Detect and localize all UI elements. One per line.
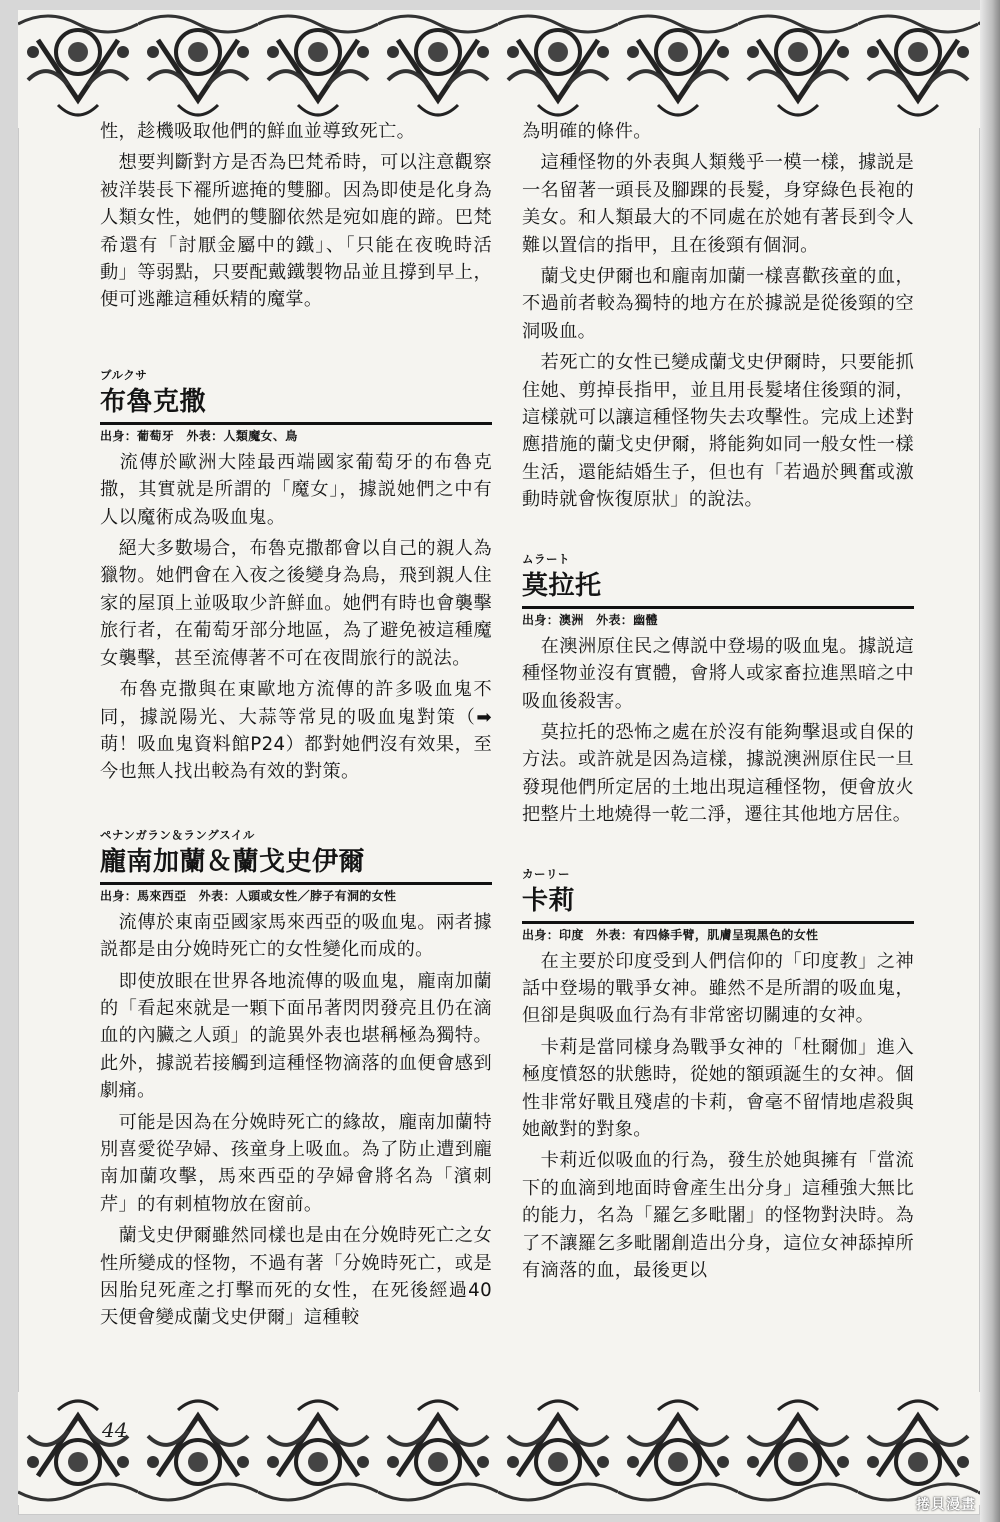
paragraph: 蘭戈史伊爾也和龐南加蘭一樣喜歡孩童的血，不過前者較為獨特的地方在於據説是從後頸的空洞吸血。	[522, 266, 914, 342]
paragraph: 卡莉近似吸血的行為，發生於她與擁有「當流下的血滴到地面時會產生出分身」這種強大無比的能力，名為「羅乞多毗闍」的怪物對決時。為了不讓羅乞多毗闍創造出分身，這位女神舔掉所有滴落的血，最後更以	[522, 1150, 914, 1281]
bottom-lace-border	[18, 1392, 980, 1505]
paragraph: 卡莉是當同樣身為戰爭女神的「杜爾伽」進入極度憤怒的狀態時，從她的額頭誕生的女神。個性非常好戰且殘虐的卡莉，會毫不留情地虐殺與她敵對的對象。	[522, 1036, 914, 1140]
paragraph: 在主要於印度受到人們信仰的「印度教」之神話中登場的戰爭女神。雖然不是所謂的吸血鬼，但卻是與吸血行為有非常密切關連的女神。	[522, 950, 914, 1027]
paragraph: 若死亡的女性已變成蘭戈史伊爾時，只要能抓住她、剪掉長指甲，並且用長髮堵住後頸的洞，這樣就可以讓這種怪物失去攻擊性。完成上述對應措施的蘭戈史伊爾，將能夠如同一般女性一樣生活，還能結婚生子，但也有「若過於興奮或激動時就會恢復原狀」的說法。	[522, 352, 914, 511]
section-title: 布魯克撒	[100, 386, 207, 417]
paragraph: 莫拉托的恐怖之處在於沒有能夠擊退或自保的方法。或許就是因為這樣，據説澳洲原住民一旦發現他們所定居的土地出現這種怪物，便會放火把整片土地燒得一乾二淨，遷往其他地方居住。	[522, 721, 914, 826]
section-reading: ムラート	[522, 551, 570, 566]
paragraph: 流傳於東南亞國家馬來西亞的吸血鬼。兩者據説都是由分娩時死亡的女性變化而成的。	[100, 911, 492, 961]
page-number: 44	[102, 1418, 128, 1442]
paragraph: 性，趁機吸取他們的鮮血並導致死亡。	[100, 121, 416, 142]
section-meta: 出身：澳洲 外表：幽體	[522, 606, 914, 629]
top-lace-border	[18, 10, 980, 128]
watermark-text: 捲貝漫畫	[916, 1497, 976, 1513]
paragraph: 蘭戈史伊爾雖然同樣也是由在分娩時死亡之女性所變成的怪物，不過有著「分娩時死亡，或是因胎兒死產之打擊而死的女性，在死後經過40天便會變成蘭戈史伊爾」這種較	[100, 1225, 492, 1329]
section-title: 莫拉托	[522, 570, 602, 601]
paragraph: 即使放眼在世界各地流傳的吸血鬼，龐南加蘭的「看起來就是一顆下面吊著閃閃發亮且仍在滴血的內臟之人頭」的詭異外表也堪稱極為獨特。此外，據説若接觸到這種怪物滴落的血便會感到劇痛。	[100, 970, 492, 1102]
paragraph: 這種怪物的外表與人類幾乎一模一樣，據説是一名留著一頭長及腳踝的長髮，身穿綠色長袍的美女。和人類最大的不同處在於她有著長到令人難以置信的指甲，且在後頸有個洞。	[522, 152, 914, 256]
section-title: 龐南加蘭＆蘭戈史伊爾	[100, 846, 366, 877]
section-reading: ブルクサ	[100, 367, 148, 382]
paragraph: 可能是因為在分娩時死亡的緣故，龐南加蘭特別喜愛從孕婦、孩童身上吸血。為了防止遭到龐南加蘭攻擊，馬來西亞的孕婦會將名為「濱刺芹」的有刺植物放在窗前。	[100, 1111, 492, 1215]
section-reading: カーリー	[522, 866, 570, 881]
paragraph: 布魯克撒與在東歐地方流傳的許多吸血鬼不同，據説陽光、大蒜等常見的吸血鬼對策（➡萌！吸血鬼資料館P24）都對她們沒有效果，至今也無人找出較為有效的對策。	[100, 679, 492, 783]
right-column	[522, 118, 914, 1288]
section-meta: 出身：葡萄牙 外表：人類魔女、鳥	[100, 422, 492, 445]
paragraph: 流傳於歐洲大陸最西端國家葡萄牙的布魯克撒，其實就是所謂的「魔女」，據説她們之中有人以魔術成為吸血鬼。	[100, 451, 492, 528]
page-edge-shadow	[980, 0, 1000, 1522]
section-title: 卡莉	[522, 885, 576, 916]
section-reading: ペナンガラン＆ラングスイル	[100, 827, 255, 842]
left-column	[100, 118, 492, 1336]
paragraph: 想要判斷對方是否為巴梵希時，可以注意觀察被洋裝長下襬所遮掩的雙腳。因為即使是化身為人類女性，她們的雙腳依然是宛如鹿的蹄。巴梵希還有「討厭金屬中的鐵」、「只能在夜晚時活動」等弱點，只要配戴鐵製物品並且撐到早上，便可逃離這種妖精的魔掌。	[100, 152, 492, 311]
section-meta: 出身：馬來西亞 外表：人頭或女性／脖子有洞的女性	[100, 882, 492, 905]
paragraph: 為明確的條件。	[522, 121, 652, 142]
paragraph: 絕大多數場合，布魯克撒都會以自己的親人為獵物。她們會在入夜之後變身為鳥，飛到親人住家的屋頂上並吸取少許鮮血。她們有時也會襲擊旅行者，在葡萄牙部分地區，為了避免被這種魔女襲擊，甚至流傳著不可在夜間旅行的説法。	[100, 538, 492, 669]
section-meta: 出身：印度 外表：有四條手臂，肌膚呈現黑色的女性	[522, 921, 914, 944]
paragraph: 在澳洲原住民之傳説中登場的吸血鬼。據説這種怪物並沒有實體，會將人或家畜拉進黑暗之中吸血後殺害。	[522, 635, 914, 712]
